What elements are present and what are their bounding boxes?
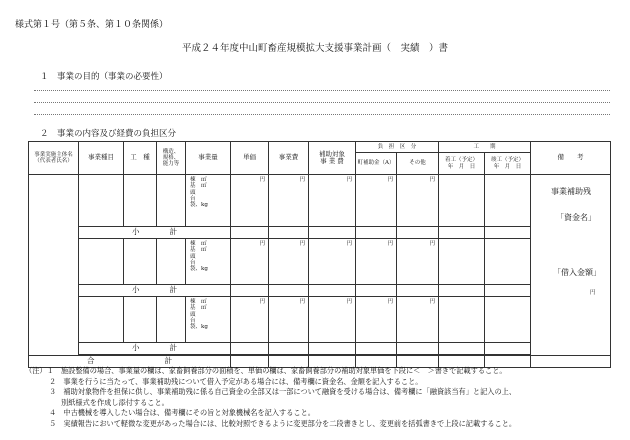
structure-cell <box>157 175 186 227</box>
note-3: ３ 補助対象物件を担保に供し、事業補助残に係る自己資金の全部又は一部について融資を受ける場合は、備考欄に「融資該当有」と記入の上、 <box>49 387 517 397</box>
section-2-heading: ２ 事業の内容及び経費の負担区分 <box>40 129 177 139</box>
notes <box>25 366 516 430</box>
header-schedule-group: 工 期 <box>439 142 531 153</box>
header-kind: 工 種 <box>124 142 157 175</box>
header-structure: 構造、 規格、 能力等 <box>157 142 186 175</box>
header-end: 竣工（予定） 年 月 日 <box>485 153 531 175</box>
remarks-cell <box>531 175 611 356</box>
grand-total-label: 合 計 <box>29 356 231 368</box>
header-remarks: 備 考 <box>531 142 611 175</box>
subsidy-cost-cell: 円 <box>309 175 356 227</box>
cost-cell: 円 <box>269 297 309 343</box>
header-quantity: 事業量 <box>186 142 231 175</box>
unit-price-cell: 円 <box>231 239 269 285</box>
header-subsidy-cost: 補助対象 事 業 費 <box>309 142 356 175</box>
subtotal-label: 小 計 <box>79 285 231 297</box>
note-3-cont: 別紙様式を作成し添付すること。 <box>61 397 169 407</box>
burden-other-cell: 円 <box>397 175 439 227</box>
burden-other-cell: 円 <box>397 239 439 285</box>
header-burden-town: 町補助金（A） <box>356 153 397 175</box>
burden-other-cell: 円 <box>397 297 439 343</box>
header-unit-price: 単価 <box>231 142 269 175</box>
start-cell <box>439 175 485 227</box>
remarks-subsidy-remainder: 事業補助残 <box>551 187 591 196</box>
subsidy-cost-cell: 円 <box>309 239 356 285</box>
note-1: （注）１ 施設整備の場合、事業量の欄は、家畜飼養部分の面積を、単価の欄は、家畜飼養部分の補助対象単価を下段に＜ ＞書きで記載すること。 <box>25 366 507 375</box>
header-cost: 事業費 <box>269 142 309 175</box>
remarks-yen: 円 <box>590 290 596 296</box>
note-2: ２ 事業を行うに当たって、事業補助残について借入予定がある場合には、備考欄に資金名、金額を記入すること。 <box>49 376 423 386</box>
header-start: 着工（予定） 年 月 日 <box>439 153 485 175</box>
subsidy-cost-cell: 円 <box>309 297 356 343</box>
remarks-loan-amount: 「借入金額」 <box>553 268 601 277</box>
kind-cell <box>124 175 157 227</box>
cost-cell: 円 <box>269 239 309 285</box>
cost-cell: 円 <box>269 175 309 227</box>
unit-price-cell: 円 <box>231 297 269 343</box>
header-burden-other: その他 <box>397 153 439 175</box>
dotted-line <box>34 90 610 91</box>
unit-price-cell: 円 <box>231 175 269 227</box>
note-4: ４ 中古機械を導入したい場合は、備考欄にその旨と対象機械名を記入すること。 <box>49 408 315 418</box>
header-burden-group: 負 担 区 分 <box>356 142 439 153</box>
subtotal-label: 小 計 <box>79 343 231 355</box>
remarks-fund-name: 「資金名」 <box>556 213 596 222</box>
implementer-cell <box>29 175 79 356</box>
burden-town-cell: 円 <box>356 175 397 227</box>
burden-town-cell: 円 <box>356 297 397 343</box>
burden-town-cell: 円 <box>356 239 397 285</box>
end-cell <box>485 175 531 227</box>
header-implementer: 事業実施主体名 （代表者氏名） <box>29 142 79 175</box>
note-5: ５ 実績報告において軽微な変更があった場合には、比較対照できるように変更部分を二段書きとし、変更前を括弧書きで上段に記載すること。 <box>49 418 517 428</box>
section-1-heading: １ 事業の目的（事業の必要性） <box>40 72 168 82</box>
quantity-cell: 棟 ㎡ 基 ㎡ 頭 台 袋、kg <box>186 297 231 343</box>
subtotal-label: 小 計 <box>79 227 231 239</box>
quantity-cell: 棟 ㎡ 基 ㎡ 頭 台 袋、kg <box>186 175 231 227</box>
quantity-cell: 棟 ㎡ 基 ㎡ 頭 台 袋、kg <box>186 239 231 285</box>
document-title: 平成２４年度中山町畜産規模拡大支援事業計画（ 実績 ）書 <box>181 43 448 54</box>
form-number: 様式第１号（第５条、第１０条関係） <box>15 20 169 30</box>
header-type: 事業種目 <box>79 142 124 175</box>
type-cell <box>79 175 124 227</box>
dotted-line <box>34 114 610 115</box>
project-table <box>28 141 611 368</box>
dotted-line <box>34 102 610 103</box>
